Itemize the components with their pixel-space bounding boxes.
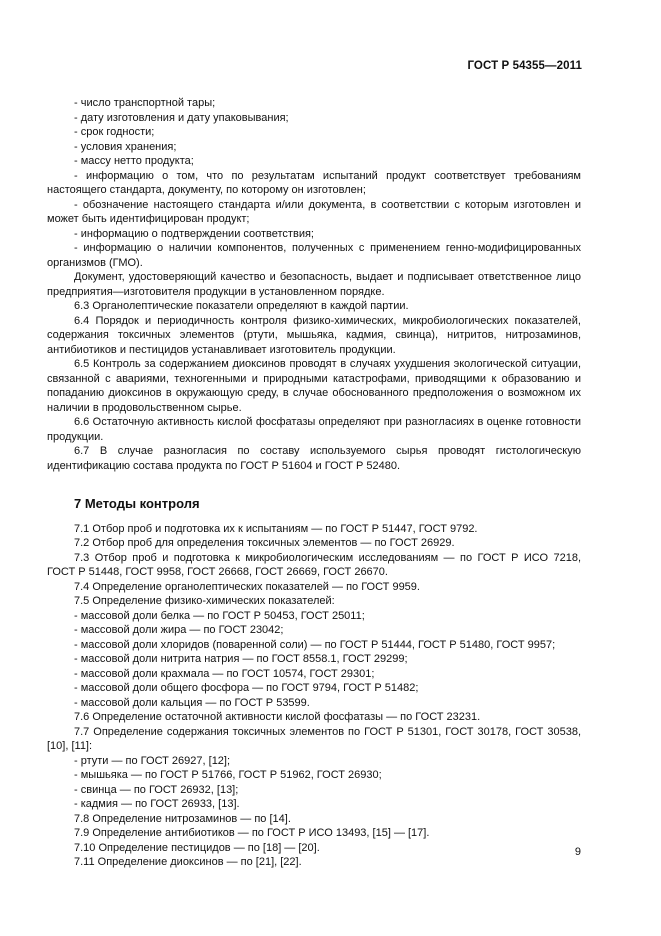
list-item: - свинца — по ГОСТ 26932, [13]; <box>74 783 239 796</box>
list-item: - мышьяка — по ГОСТ Р 51766, ГОСТ Р 51962, ГОСТ 26930; <box>74 769 382 781</box>
clause-6-7: 6.7 В случае разногласия по составу используемого сырья проводят гистологическую идентификацию состава продукта по ГОСТ Р 51604 и ГОСТ Р 52480. <box>47 445 581 472</box>
list-item: - срок годности; <box>74 126 155 138</box>
clause-6-3: 6.3 Органолептические показатели определяют в каждой партии. <box>74 300 409 312</box>
clause-7-10: 7.10 Определение пестицидов — по [18] — [20]. <box>74 841 320 854</box>
list-item: - массовой доли нитрита натрия — по ГОСТ 8558.1, ГОСТ 29299; <box>74 653 408 665</box>
list-item: - дату изготовления и дату упаковывания; <box>74 111 289 124</box>
list-item: - массовой доли хлоридов (поваренной соли) — по ГОСТ Р 51444, ГОСТ Р 51480, ГОСТ 9957; <box>74 638 556 651</box>
clause-7-8: 7.8 Определение нитрозаминов — по [14]. <box>74 812 291 825</box>
list-item: - кадмия — по ГОСТ 26933, [13]. <box>74 798 240 810</box>
list-item: - информацию о подтверждении соответствия; <box>74 227 314 240</box>
clause-7-4: 7.4 Определение органолептических показателей — по ГОСТ 9959. <box>74 580 420 593</box>
list-item: - массовой доли жира — по ГОСТ 23042; <box>74 624 284 636</box>
page-number: 9 <box>574 846 581 858</box>
page-body <box>47 96 581 870</box>
clause-7-1: 7.1 Отбор проб и подготовка их к испытаниям — по ГОСТ Р 51447, ГОСТ 9792. <box>74 522 478 535</box>
list-item: - обозначение настоящего стандарта и/или документа, в соответствии с которым изготовлен и может быть идентифицирован продукт; <box>47 198 581 225</box>
clause-7-3: 7.3 Отбор проб и подготовка к микробиологическим исследованиям — по ГОСТ Р ИСО 7218, ГОСТ Р 51448, ГОСТ 9958, ГОСТ 26668, ГОСТ 26669, ГОСТ 26670. <box>47 551 581 578</box>
clause-7-11: 7.11 Определение диоксинов — по [21], [22]. <box>74 856 302 868</box>
clause-6-5: 6.5 Контроль за содержанием диоксинов проводят в случаях ухудшения экологической ситуации, связанной с авариями, техногенными и природными катастрофами, приводящими к образованию и попаданию диоксинов в окружающую среду, в случае обоснованного предположения о возможном их наличии в продовольственном сырье. <box>47 358 581 414</box>
clause-7-2: 7.2 Отбор проб для определения токсичных элементов — по ГОСТ 26929. <box>74 537 455 549</box>
list-item: - ртути — по ГОСТ 26927, [12]; <box>74 754 231 767</box>
list-item: - массовой доли общего фосфора — по ГОСТ 9794, ГОСТ Р 51482; <box>74 682 419 694</box>
section-7-heading: 7 Методы контроля <box>74 496 200 511</box>
clause-7-6: 7.6 Определение остаточной активности кислой фосфатазы — по ГОСТ 23231. <box>74 711 481 723</box>
list-item: - информацию о наличии компонентов, полученных с применением генно-модифицированных организмов (ГМО). <box>47 242 581 269</box>
list-item: - массовой доли крахмала — по ГОСТ 10574, ГОСТ 29301; <box>74 667 375 680</box>
list-item: - условия хранения; <box>74 140 177 153</box>
list-item: - информацию о том, что по результатам испытаний продукт соответствует требованиям настоящего стандарта, документу, по которому он изготовлен; <box>47 169 581 196</box>
list-item: - массовой доли кальция — по ГОСТ Р 53599. <box>74 696 310 709</box>
clause-7-9: 7.9 Определение антибиотиков — по ГОСТ Р ИСО 13493, [15] — [17]. <box>74 827 430 839</box>
list-item: - массовой доли белка — по ГОСТ Р 50453, ГОСТ 25011; <box>74 609 365 622</box>
list-item: - массу нетто продукта; <box>74 155 194 167</box>
clause-7-5: 7.5 Определение физико-химических показателей: <box>74 595 335 607</box>
document-code-header: ГОСТ Р 54355—2011 <box>467 60 582 72</box>
clause-6-4: 6.4 Порядок и периодичность контроля физико-химических, микробиологических показателей, содержания токсичных элементов (ртути, мышьяка, кадмия, свинца), нитритов, нитрозаминов, антибиотиков и пестицидов устанавливает изготовитель продукции. <box>47 314 581 356</box>
clause-6-6: 6.6 Остаточную активность кислой фосфатазы определяют при разногласиях в оценке готовности продукции. <box>47 416 581 443</box>
clause-7-7: 7.7 Определение содержания токсичных элементов по ГОСТ Р 51301, ГОСТ 30178, ГОСТ 30538, [10], [11]: <box>47 725 581 752</box>
list-item: - число транспортной тары; <box>74 97 216 109</box>
paragraph: Документ, удостоверяющий качество и безопасность, выдает и подписывает ответственное лицо предприятия—изготовителя продукции в установленном порядке. <box>47 271 581 298</box>
